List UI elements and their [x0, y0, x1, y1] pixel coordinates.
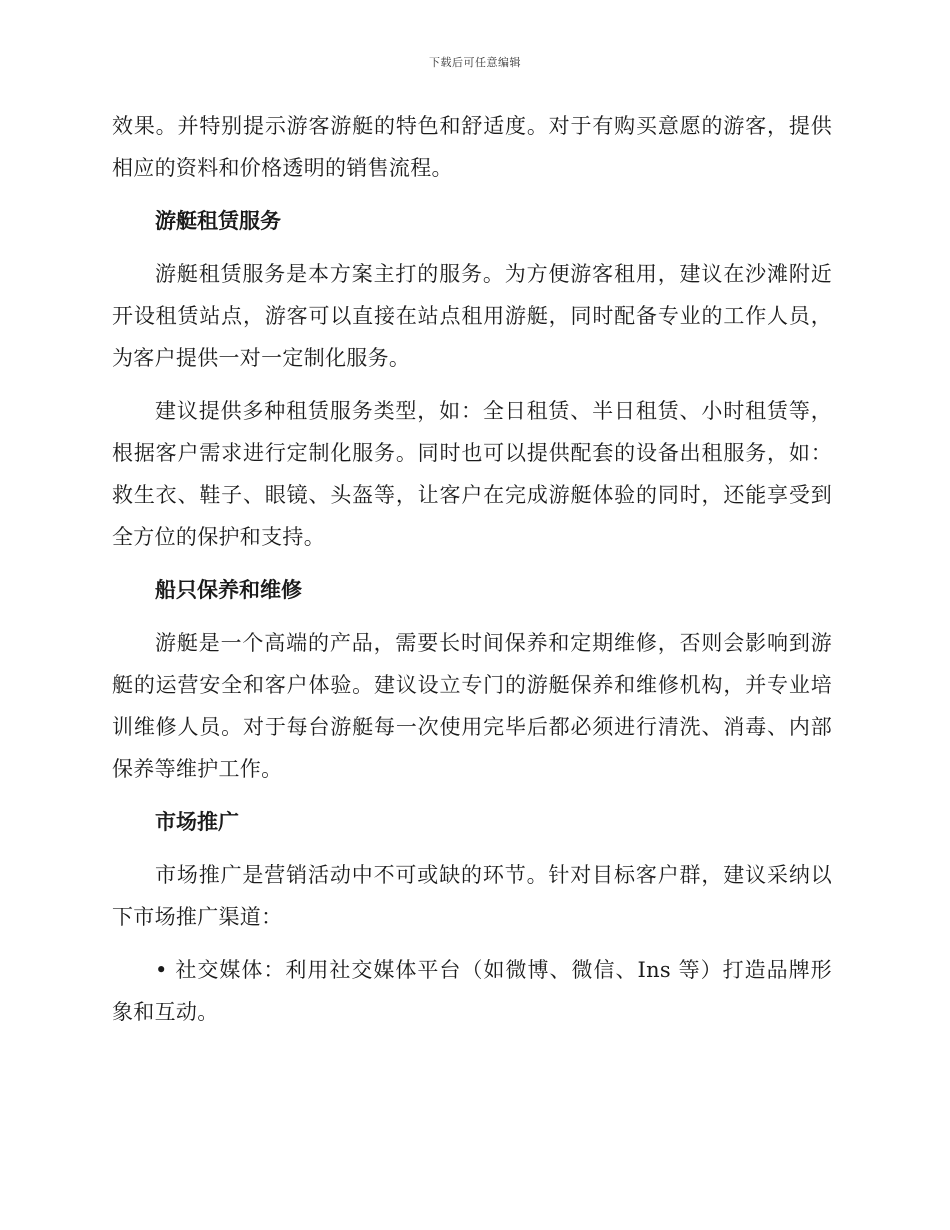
paragraph-maintenance: 游艇是一个高端的产品，需要长时间保养和定期维修，否则会影响到游艇的运营安全和客户体验。建议设立专门的游艇保养和维修机构，并专业培训维修人员。对于每台游艇每一次使用完毕后都必须进行清洗、消毒、内部保养等维护工作。: [112, 631, 832, 781]
section-heading-yacht-rental: 游艇租赁服务: [155, 209, 281, 233]
paragraph-marketing: 市场推广是营销活动中不可或缺的环节。针对目标客户群，建议采纳以下市场推广渠道：: [112, 863, 832, 929]
paragraph-intro-continuation: 效果。并特别提示游客游艇的特色和舒适度。对于有购买意愿的游客，提供相应的资料和价格透明的销售流程。: [112, 114, 832, 180]
paragraph-rental-types: 建议提供多种租赁服务类型，如：全日租赁、半日租赁、小时租赁等，根据客户需求进行定制化服务。同时也可以提供配套的设备出租服务，如：救生衣、鞋子、眼镜、头盔等，让客户在完成游艇体验的同时，还能享受到全方位的保护和支持。: [112, 399, 832, 549]
bullet-item-social-media: • 社交媒体：利用社交媒体平台（如微博、微信、Ins 等）打造品牌形象和互动。: [112, 958, 832, 1024]
paragraph-rental-service: 游艇租赁服务是本方案主打的服务。为方便游客租用，建议在沙滩附近开设租赁站点，游客可以直接在站点租用游艇，同时配备专业的工作人员，为客户提供一对一定制化服务。: [112, 262, 832, 370]
document-body: [112, 105, 832, 1044]
page-header: 下载后可任意编辑: [429, 56, 521, 69]
section-heading-marketing: 市场推广: [155, 810, 239, 834]
section-heading-maintenance: 船只保养和维修: [155, 578, 302, 602]
